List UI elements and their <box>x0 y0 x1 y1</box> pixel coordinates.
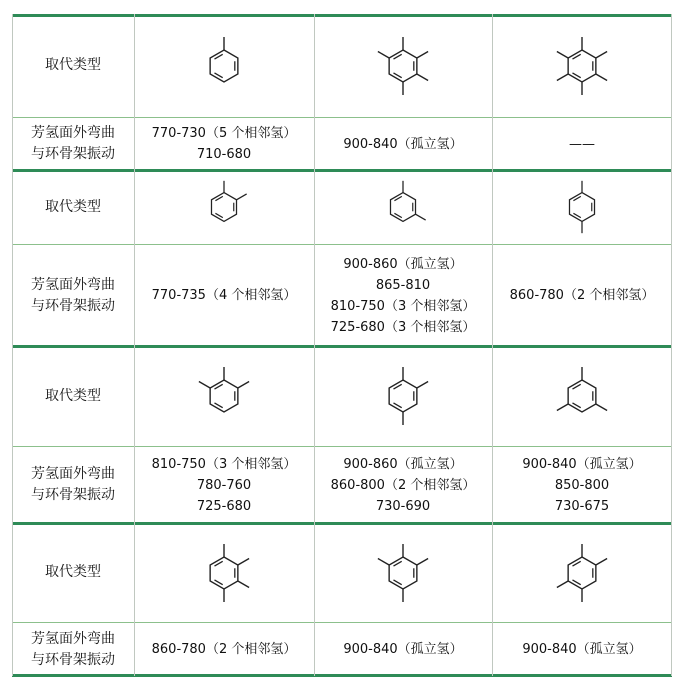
methyl-bond <box>417 51 428 58</box>
vibration-label-line: 芳氢面外弯曲 <box>31 630 115 647</box>
wavenumber-cell <box>134 245 314 346</box>
wavenumber-value: 725-680（3 个相邻氢） <box>330 319 476 335</box>
methyl-bond <box>378 558 389 565</box>
wavenumber-value: 865-810 <box>375 277 431 293</box>
benzene-ring <box>210 380 238 412</box>
wavenumber-value: 770-730（5 个相邻氢） <box>151 126 297 141</box>
wavenumber-value: 710-680 <box>196 147 252 162</box>
m-xylene-structure-icon <box>353 170 453 244</box>
wavenumber-cell <box>134 447 314 523</box>
benzene-ring <box>569 193 594 222</box>
benzene-ring <box>568 380 596 412</box>
wavenumber-cell <box>492 623 672 676</box>
methyl-bond <box>238 581 249 588</box>
substitution-type-label <box>12 346 134 446</box>
vibration-label <box>12 623 134 676</box>
methyl-bond <box>596 51 607 58</box>
substitution-type-label <box>12 523 134 622</box>
pseudocumene-structure-icon <box>353 355 453 437</box>
wavenumber-cell <box>314 447 492 523</box>
structure-cell <box>492 523 672 622</box>
wavenumber-value: 860-780（2 个相邻氢） <box>509 288 655 303</box>
methyl-bond <box>596 74 607 81</box>
wavenumber-cell <box>314 118 492 170</box>
wavenumber-value: 900-840（孤立氢） <box>522 642 642 657</box>
mesitylene-structure-icon <box>532 355 632 437</box>
isodurene-structure-icon <box>353 532 453 614</box>
durene-structure-icon <box>532 532 632 614</box>
methyl-bond <box>237 194 247 200</box>
benzene-ring <box>211 193 236 222</box>
methyl-bond <box>557 581 568 588</box>
wavenumber-value: 810-750（3 个相邻氢） <box>151 456 297 472</box>
benzene-ring <box>568 50 596 82</box>
vibration-label-line: 与环骨架振动 <box>31 487 115 503</box>
p-xylene-structure-icon <box>532 170 632 244</box>
structure-cell <box>492 170 672 244</box>
methyl-bond <box>557 404 568 411</box>
wavenumber-value: 730-675 <box>554 498 610 514</box>
wavenumber-value: 860-780（2 个相邻氢） <box>151 642 297 657</box>
methyl-bond <box>557 51 568 58</box>
wavenumber-value: 860-800（2 个相邻氢） <box>330 477 476 493</box>
vibration-label-line: 芳氢面外弯曲 <box>31 125 115 141</box>
structure-cell <box>314 523 492 622</box>
substitution-type-label <box>12 14 134 117</box>
benzene-ring <box>389 50 417 82</box>
toluene-structure-icon <box>174 25 274 107</box>
wavenumber-value: 725-680 <box>196 498 252 514</box>
structure-cell <box>134 170 314 244</box>
hemimellitene-structure-icon <box>174 355 274 437</box>
benzene-ring <box>210 50 238 82</box>
wavenumber-value: 900-860（孤立氢） <box>343 456 463 472</box>
vibration-label-line: 芳氢面外弯曲 <box>31 466 115 482</box>
methyl-bond <box>417 382 428 389</box>
substitution-type-text: 取代类型 <box>45 198 101 215</box>
wavenumber-cell <box>492 447 672 523</box>
structure-cell <box>134 14 314 117</box>
methyl-bond <box>238 558 249 565</box>
vibration-label <box>12 447 134 523</box>
structure-cell <box>134 346 314 446</box>
methyl-bond <box>416 214 426 220</box>
wavenumber-cell <box>314 623 492 676</box>
methyl-bond <box>557 74 568 81</box>
structure-cell <box>492 346 672 446</box>
vibration-label <box>12 245 134 346</box>
vibration-label <box>12 118 134 170</box>
wavenumber-value: 850-800 <box>554 477 610 493</box>
wavenumber-value: 780-760 <box>196 477 252 493</box>
benzene-ring <box>389 380 417 412</box>
vibration-label-line: 与环骨架振动 <box>31 146 115 162</box>
wavenumber-value: 900-860（孤立氢） <box>343 256 463 272</box>
vibration-label-line: 与环骨架振动 <box>31 651 115 668</box>
benzene-ring <box>210 557 238 589</box>
wavenumber-cell <box>134 623 314 676</box>
wavenumber-value: 900-840（孤立氢） <box>343 136 463 152</box>
hexamethylbenzene-structure-icon <box>532 25 632 107</box>
wavenumber-value: 730-690 <box>375 498 431 514</box>
methyl-bond <box>596 404 607 411</box>
substitution-type-label <box>12 170 134 244</box>
wavenumber-cell <box>314 245 492 346</box>
substitution-type-text: 取代类型 <box>45 564 101 580</box>
vibration-label-line: 芳氢面外弯曲 <box>31 276 115 293</box>
wavenumber-value: 770-735（4 个相邻氢） <box>151 288 297 303</box>
wavenumber-cell <box>134 118 314 170</box>
substitution-type-text: 取代类型 <box>45 387 101 404</box>
structure-cell <box>314 14 492 117</box>
o-xylene-structure-icon <box>174 170 274 244</box>
vibration-label-line: 与环骨架振动 <box>31 297 115 314</box>
substitution-type-text: 取代类型 <box>45 57 101 73</box>
wavenumber-value: 900-840（孤立氢） <box>343 642 463 657</box>
prehnitene-structure-icon <box>174 532 274 614</box>
wavenumber-cell <box>492 245 672 346</box>
structure-cell <box>314 170 492 244</box>
methyl-bond <box>238 382 249 389</box>
methyl-bond <box>417 74 428 81</box>
benzene-ring <box>568 557 596 589</box>
benzene-ring <box>389 557 417 589</box>
wavenumber-cell <box>492 118 672 170</box>
wavenumber-value: 900-840（孤立氢） <box>522 456 642 472</box>
pentamethylbenzene-structure-icon <box>353 25 453 107</box>
wavenumber-value: 810-750（3 个相邻氢） <box>330 298 476 314</box>
structure-cell <box>134 523 314 622</box>
wavenumber-value: —— <box>569 136 595 152</box>
methyl-bond <box>417 558 428 565</box>
methyl-bond <box>199 382 210 389</box>
structure-cell <box>492 14 672 117</box>
methyl-bond <box>378 51 389 58</box>
methyl-bond <box>596 558 607 565</box>
structure-cell <box>314 346 492 446</box>
ir-substitution-table <box>12 14 672 676</box>
benzene-ring <box>390 193 415 222</box>
